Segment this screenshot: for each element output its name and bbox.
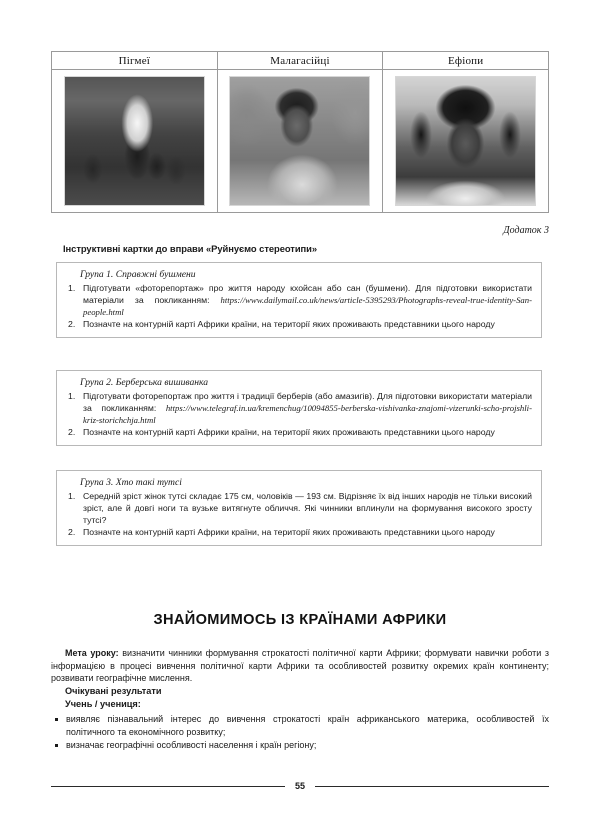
table-header-cell-ethiopian: Ефіопи — [383, 52, 549, 70]
group-card-2-item-1 — [66, 390, 532, 426]
expected-results-list — [51, 713, 549, 753]
group-card-3-item-1-text: Середній зріст жінок тутсі складає 175 см, чоловіків — 193 см. Відрізняє їх від інших народів не тільки високий зріст, але й довгі ноги та вузьке витягнуте обличчя. Які чинники вплинули на формування високого зросту тутсі? — [83, 491, 532, 526]
appendix-label: Додаток 3 — [503, 225, 549, 236]
page-number: 55 — [295, 781, 306, 791]
expected-result-text-1: виявляє пізнавальний інтерес до вивчення строкатості країн африканського материка, особливостей їх політичного та економічного розвитку; — [66, 714, 549, 737]
group-card-2-item-2-text: Позначте на контурній карті Африки країни, на території яких проживають представники цього народу — [83, 427, 495, 438]
group-card-2-item-1-text: Підготувати фоторепортаж про життя і традиції берберів (або амазигів). Для підготовки використати матеріали за покликанням: — [83, 391, 532, 414]
lesson-title: ЗНАЙОМИМОСЬ ІЗ КРАЇНАМИ АФРИКИ — [153, 612, 447, 628]
footer-rule-left — [51, 786, 285, 787]
malagasy-woman-photo — [229, 76, 370, 206]
group-card-2-item-2 — [66, 426, 532, 438]
group-card-3-title: Група 3. Хто такі тутсі — [80, 477, 182, 488]
group-card-1-item-1-text: Підготувати «фоторепортаж» про життя народу кхойсан або сан (бушмени). Для підготовки використати матеріали за покликанням: — [83, 283, 532, 306]
group-card-1-item-1 — [66, 282, 532, 318]
pygmy-photo-image — [65, 77, 204, 205]
expected-results-heading: Очікувані результати — [65, 686, 162, 696]
pygmy-group-photo — [64, 76, 205, 206]
peoples-photo-table — [51, 51, 549, 213]
group-card-3-item-2-number: 2. — [68, 527, 76, 538]
group-card-1-item-2-number: 2. — [68, 319, 76, 330]
group-card-2-list — [66, 390, 532, 438]
group-card-1-item-2 — [66, 318, 532, 330]
ethiopian-man-photo — [395, 76, 536, 206]
group-card-1-list — [66, 282, 532, 330]
square-bullet-icon — [55, 718, 58, 721]
table-photo-row — [52, 70, 549, 213]
group-card-2 — [56, 370, 542, 446]
group-card-3-item-2-text: Позначте на контурній карті Африки країни, на території яких проживають представники цього народу — [83, 527, 495, 538]
group-card-3-item-1-number: 1. — [68, 491, 76, 501]
table-header-cell-pygmy: Пігмеї — [52, 52, 218, 70]
expected-result-text-2: визначає географічні особливості населення і країн регіону; — [66, 740, 317, 751]
group-card-1-item-2-text: Позначте на контурній карті Африки країни, на території яких проживають представники цього народу — [83, 319, 495, 330]
group-card-1-title: Група 1. Справжні бушмени — [80, 269, 196, 280]
group-card-2-item-1-url: https://www.telegraf.in.ua/kremenchug/10094855-berberska-vishivanka-znajomi-vizerunki-scho-projshli-kriz-storichchja.html — [83, 403, 532, 426]
page-footer — [51, 781, 549, 791]
malagasy-photo-image — [230, 77, 369, 205]
pupil-heading: Учень / учениця: — [65, 699, 141, 709]
instruction-cards-heading: Інструктивні картки до вправи «Руйнуємо стереотипи» — [63, 243, 318, 254]
table-header-row — [52, 52, 549, 70]
table-cell-pygmy-photo — [52, 70, 218, 213]
table-cell-malagasy-photo — [217, 70, 383, 213]
group-card-3 — [56, 470, 542, 546]
lesson-aim-paragraph — [51, 647, 549, 685]
group-card-1 — [56, 262, 542, 338]
table-cell-ethiopian-photo — [383, 70, 549, 213]
lesson-aim-text: визначити чинники формування строкатості політичної карти Африки; формувати навички роботи з інформацією в процесі вивчення політичної карти Африки та особливостей розвитку окремих країн континенту; розвивати географічне мислення. — [51, 648, 549, 684]
list-item — [51, 739, 549, 752]
group-card-2-item-1-number: 1. — [68, 391, 76, 401]
group-card-3-item-2 — [66, 526, 532, 538]
table-header-cell-malagasy: Малагасійці — [217, 52, 383, 70]
group-card-1-item-1-number: 1. — [68, 283, 76, 293]
footer-rule-right — [315, 786, 549, 787]
list-item — [51, 713, 549, 738]
group-card-3-list — [66, 490, 532, 538]
group-card-2-title: Група 2. Берберська вишиванка — [80, 377, 209, 388]
lesson-aim-label: Мета уроку: — [65, 648, 119, 658]
square-bullet-icon — [55, 744, 58, 747]
group-card-2-item-2-number: 2. — [68, 427, 76, 438]
group-card-3-item-1 — [66, 490, 532, 526]
ethiopian-photo-image — [396, 77, 535, 205]
group-card-1-item-1-url: https://www.dailymail.co.uk/news/article-5395293/Photographs-reveal-true-identity-San-people.html — [83, 295, 532, 318]
